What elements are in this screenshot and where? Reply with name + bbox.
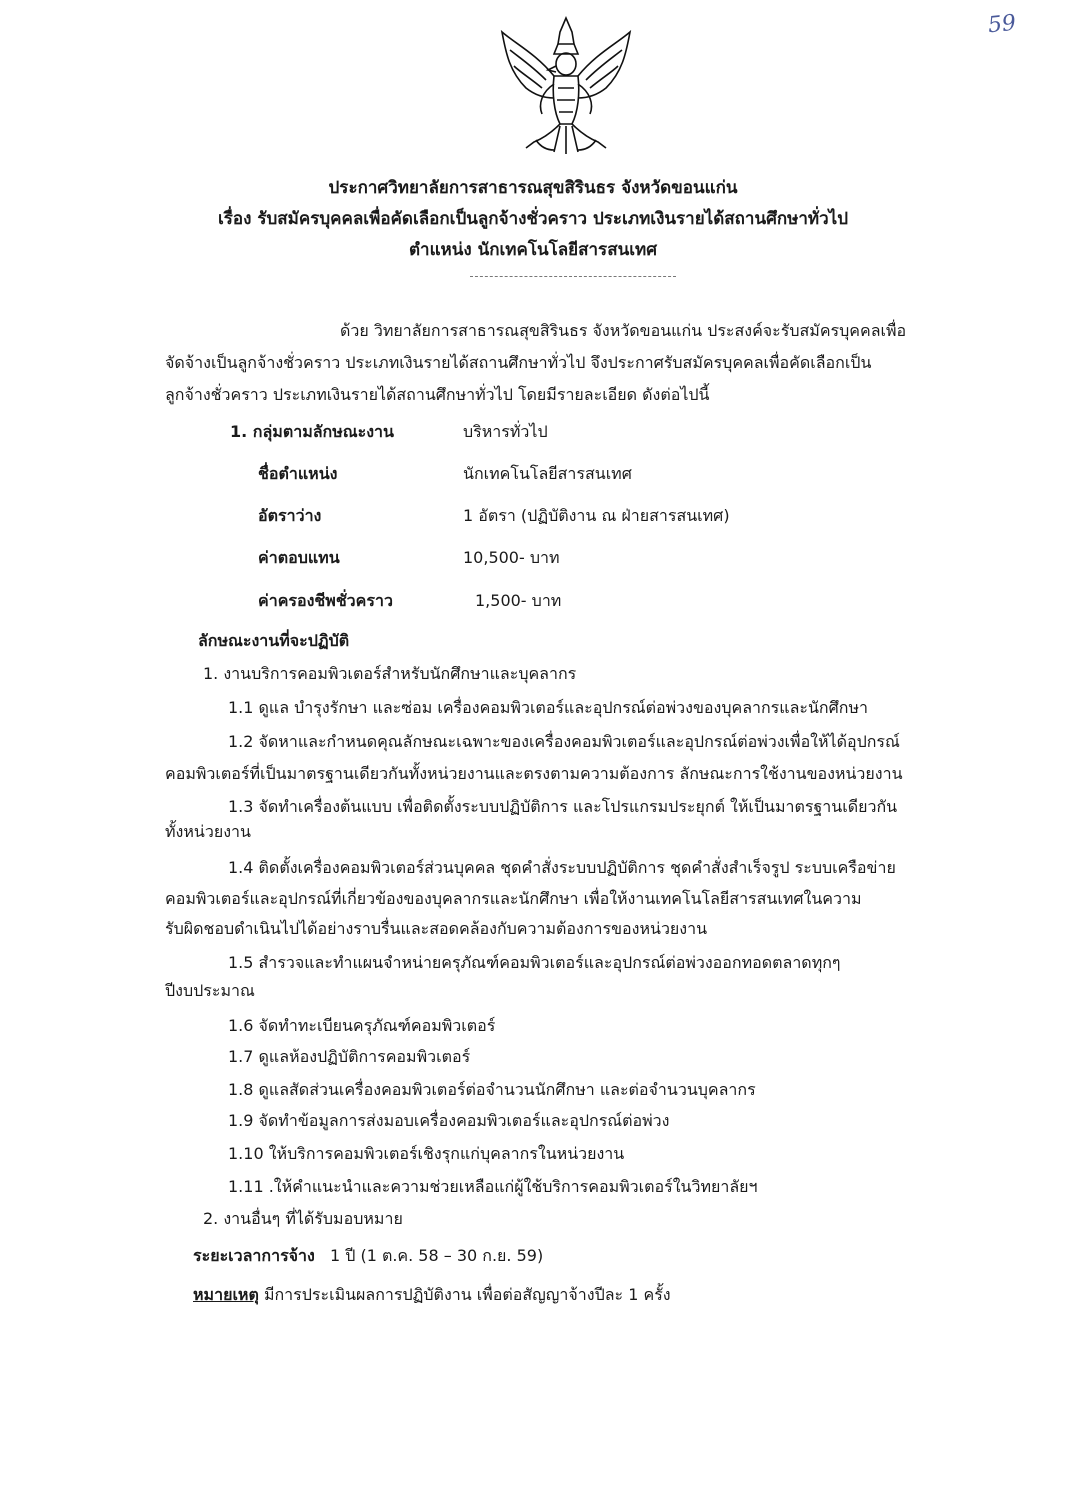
duty-1-3-line-2: ทั้งหน่วยงาน [165,822,251,841]
detail-label-vacancy: อัตราว่าง [258,506,322,525]
detail-value-position: นักเทคโนโลยีสารสนเทศ [463,464,632,483]
detail-label-position: ชื่อตำแหน่ง [258,464,338,483]
duties-heading: ลักษณะงานที่จะปฏิบัติ [198,631,350,650]
garuda-emblem-icon [496,14,636,156]
announcement-title: ประกาศวิทยาลัยการสาธารณสุขสิรินธร จังหวัดขอนแก่น [328,178,738,198]
header-divider [470,276,676,277]
page-number: 59 [986,10,1018,39]
employment-period [193,1244,543,1269]
intro-line-2: จัดจ้างเป็นลูกจ้างชั่วคราว ประเภทเงินรายได้สถานศึกษาทั่วไป จึงประกาศรับสมัครบุคคลเพื่อคัดเลือกเป็น [165,353,872,372]
announcement-subject: เรื่อง รับสมัครบุคคลเพื่อคัดเลือกเป็นลูกจ้างชั่วคราว ประเภทเงินรายได้สถานศึกษาทั่วไป [217,209,849,229]
duty-1-5-line-2: ปีงบประมาณ [165,981,255,1000]
detail-label-job-group: 1. กลุ่มตามลักษณะงาน [230,422,394,441]
duty-1-4-line-1: 1.4 ติดตั้งเครื่องคอมพิวเตอร์ส่วนบุคคล ชุดคำสั่งระบบปฏิบัติการ ชุดคำสั่งสำเร็จรูป ระบบเครือข่าย [228,858,896,877]
duty-1-1: 1.1 ดูแล บำรุงรักษา และซ่อม เครื่องคอมพิวเตอร์และอุปกรณ์ต่อพ่วงของบุคลากรและนักศึกษา [228,698,868,717]
employment-period-value: 1 ปี (1 ต.ค. 58 – 30 ก.ย. 59) [329,1246,544,1265]
duty-1-2-line-1: 1.2 จัดหาและกำหนดคุณลักษณะเฉพาะของเครื่องคอมพิวเตอร์และอุปกรณ์ต่อพ่วงเพื่อให้ได้อุปกรณ์ [228,732,900,751]
duty-1-3-line-1: 1.3 จัดทำเครื่องต้นแบบ เพื่อติดตั้งระบบปฏิบัติการ และโปรแกรมประยุกต์ ให้เป็นมาตรฐานเดียวกัน [228,797,898,816]
detail-value-allowance: 1,500- บาท [475,591,562,610]
duty-1-11: 1.11 .ให้คำแนะนำและความช่วยเหลือแก่ผู้ใช้บริการคอมพิวเตอร์ในวิทยาลัยฯ [228,1177,758,1196]
duty-1-9: 1.9 จัดทำข้อมูลการส่งมอบเครื่องคอมพิวเตอร์และอุปกรณ์ต่อพ่วง [228,1111,670,1130]
note-text: มีการประเมินผลการปฏิบัติงาน เพื่อต่อสัญญาจ้างปีละ 1 ครั้ง [258,1285,671,1304]
duty-2: 2. งานอื่นๆ ที่ได้รับมอบหมาย [203,1209,403,1228]
note-label: หมายเหตุ [193,1285,259,1304]
duty-1-5-line-1: 1.5 สำรวจและทำแผนจำหน่ายครุภัณฑ์คอมพิวเตอร์และอุปกรณ์ต่อพ่วงออกทอดตลาดทุกๆ [228,953,841,972]
duty-1-4-line-2: คอมพิวเตอร์และอุปกรณ์ที่เกี่ยวข้องของบุคลากรและนักศึกษา เพื่อให้งานเทคโนโลยีสารสนเทศในความ [165,889,862,908]
duty-1-2-line-2: คอมพิวเตอร์ที่เป็นมาตรฐานเดียวกันทั้งหน่วยงานและตรงตามความต้องการ ลักษณะการใช้งานของหน่วยงาน [165,764,903,783]
detail-label-allowance: ค่าครองชีพชั่วคราว [258,591,393,610]
detail-value-vacancy: 1 อัตรา (ปฏิบัติงาน ณ ฝ่ายสารสนเทศ) [463,506,730,525]
duty-1-4-line-3: รับผิดชอบดำเนินไปได้อย่างราบรื่นและสอดคล้องกับความต้องการของหน่วยงาน [165,919,708,938]
detail-value-job-group: บริหารทั่วไป [463,422,548,441]
note [193,1283,671,1308]
duty-1-10: 1.10 ให้บริการคอมพิวเตอร์เชิงรุกแก่บุคลากรในหน่วยงาน [228,1144,625,1163]
employment-period-label: ระยะเวลาการจ้าง [193,1246,315,1265]
duty-1: 1. งานบริการคอมพิวเตอร์สำหรับนักศึกษาและบุคลากร [203,664,577,683]
duty-1-6: 1.6 จัดทำทะเบียนครุภัณฑ์คอมพิวเตอร์ [228,1016,496,1035]
announcement-position: ตำแหน่ง นักเทคโนโลยีสารสนเทศ [408,240,657,260]
intro-line-3: ลูกจ้างชั่วคราว ประเภทเงินรายได้สถานศึกษาทั่วไป โดยมีรายละเอียด ดังต่อไปนี้ [165,385,710,404]
detail-value-salary: 10,500- บาท [463,548,560,567]
duty-1-8: 1.8 ดูแลสัดส่วนเครื่องคอมพิวเตอร์ต่อจำนวนนักศึกษา และต่อจำนวนบุคลากร [228,1080,756,1099]
duty-1-7: 1.7 ดูแลห้องปฏิบัติการคอมพิวเตอร์ [228,1047,471,1066]
detail-label-salary: ค่าตอบแทน [258,548,340,567]
intro-line-1: ด้วย วิทยาลัยการสาธารณสุขสิรินธร จังหวัดขอนแก่น ประสงค์จะรับสมัครบุคคลเพื่อ [340,321,907,340]
